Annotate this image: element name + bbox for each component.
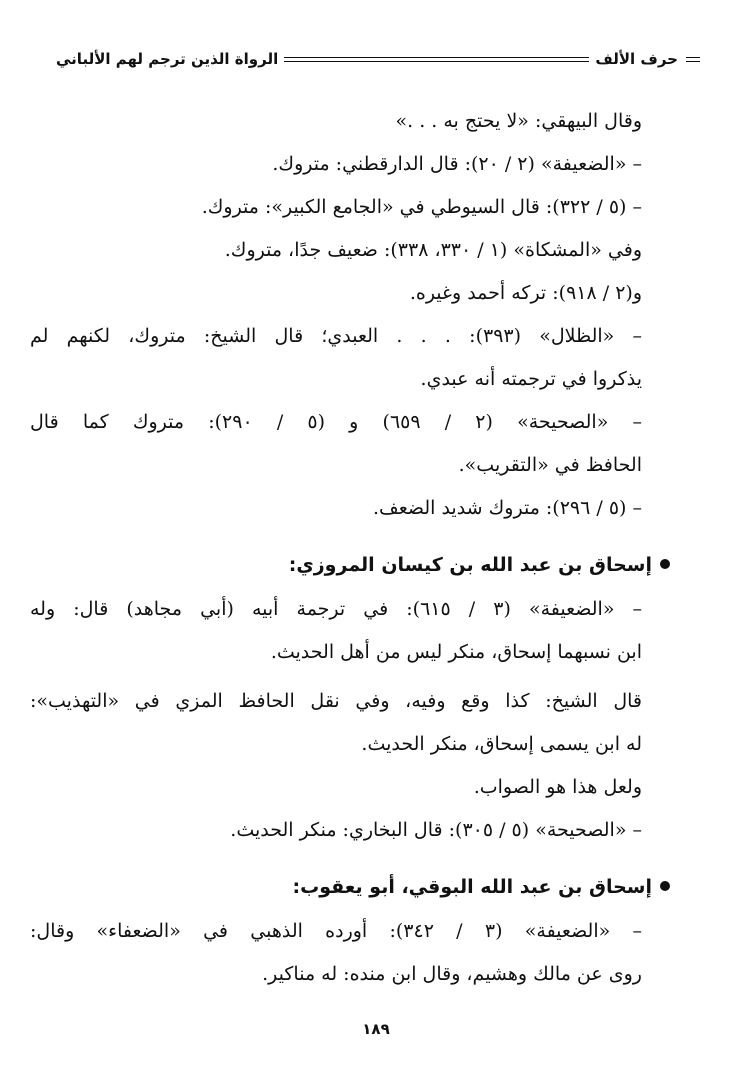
- text-line: وقال البيهقي: «لا يحتج به . . .»: [395, 110, 642, 132]
- text-line: الحافظ في «التقريب».: [458, 454, 642, 476]
- header-book-title: الرواة الذين ترجم لهم الألباني: [56, 50, 279, 68]
- text-line: – (٥ / ٢٩٦): متروك شديد الضعف.: [372, 497, 642, 519]
- header-chapter: حرف الألف: [595, 50, 678, 68]
- text-line: وفي «المشكاة» (١ / ٣٣٠، ٣٣٨): ضعيف جدًا، متروك.: [224, 239, 642, 261]
- text-line: – «الظلال» (٣٩٣): . . . العبدي؛ قال الشيخ: متروك، لكنهم لم: [30, 325, 642, 347]
- running-header: [56, 46, 700, 72]
- text-line: – «الضعيفة» (٣ / ٣٤٢): أورده الذهبي في «الضعفاء» وقال:: [30, 920, 643, 942]
- text-line: قال الشيخ: كذا وقع وفيه، وفي نقل الحافظ المزي في «التهذيب»:: [30, 690, 642, 712]
- text-line: له ابن يسمى إسحاق، منكر الحديث.: [361, 733, 642, 755]
- text-line: – «الضعيفة» (٣ / ٦١٥): في ترجمة أبيه (أبي مجاهد) قال: وله: [30, 598, 643, 620]
- bullet-icon: [660, 881, 670, 891]
- text-line: – (٥ / ٣٢٢): قال السيوطي في «الجامع الكبير»: متروك.: [201, 196, 642, 218]
- text-line: ولعل هذا هو الصواب.: [473, 776, 642, 798]
- text-line: – «الضعيفة» (٢ / ٢٠): قال الدارقطني: متروك.: [272, 153, 642, 175]
- text-line: – «الصحيحة» (٥ / ٣٠٥): قال البخاري: منكر الحديث.: [230, 819, 642, 841]
- header-rule-long: [284, 57, 589, 62]
- page-body: [30, 100, 652, 996]
- bullet-icon: [660, 559, 670, 569]
- text-line: ابن نسبهما إسحاق، منكر ليس من أهل الحديث.: [270, 641, 642, 663]
- header-rule-short: [686, 57, 700, 62]
- entry-heading: [78, 864, 670, 910]
- text-line: – «الصحيحة» (٢ / ٦٥٩) و (٥ / ٢٩٠): متروك كما قال: [30, 411, 642, 433]
- entry-heading: [78, 542, 670, 588]
- page-number: ١٨٩: [362, 1020, 390, 1038]
- text-line: يذكروا في ترجمته أنه عبدي.: [420, 368, 642, 390]
- entry-heading-text: إسحاق بن عبد الله بن كيسان المروزي:: [288, 554, 652, 576]
- text-line: و(٢ / ٩١٨): تركه أحمد وغيره.: [409, 282, 642, 304]
- entry-heading-text: إسحاق بن عبد الله البوقي، أبو يعقوب:: [292, 876, 652, 898]
- text-line: روى عن مالك وهشيم، وقال ابن منده: له مناكير.: [262, 963, 642, 985]
